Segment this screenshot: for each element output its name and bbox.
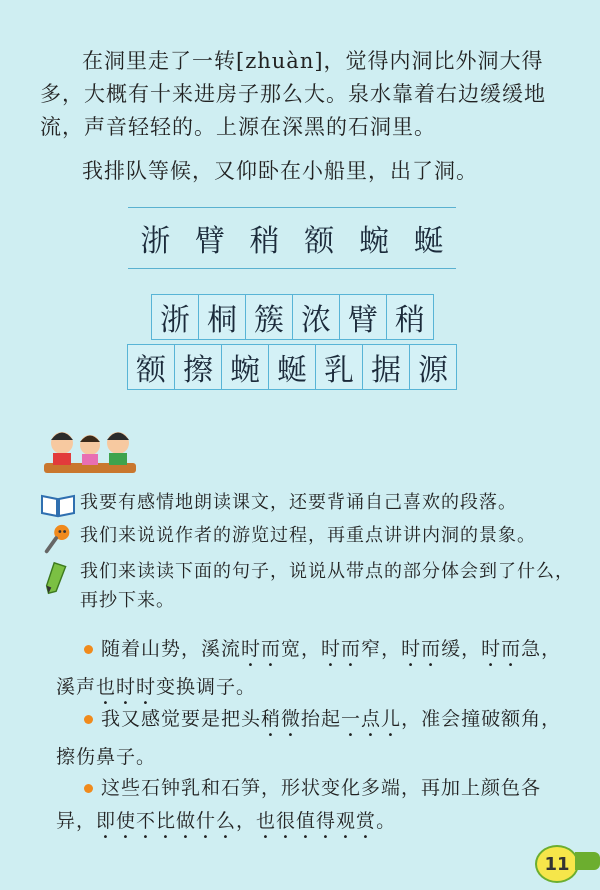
recognize-char: 稍 (386, 294, 434, 340)
recognize-char: 蜿 (221, 344, 269, 390)
passage-paragraph-1: 在洞里走了一转[zhuàn]，觉得内洞比外洞大得多，大概有十来进房子那么大。泉水靠着右边缓缓地流，声音轻轻的。上源在深黑的石洞里。 (40, 49, 546, 139)
sentence-text: 抬起 (301, 708, 342, 730)
sentence-text: ，准会撞破额角，擦伤鼻子。 (56, 708, 562, 768)
write-char: 臂 (194, 224, 225, 259)
sentence-text: 随着山势，溪流 (101, 638, 242, 660)
recognize-char: 擦 (174, 344, 222, 390)
passage-paragraph-2: 我排队等候，又仰卧在小船里，出了洞。 (82, 159, 478, 183)
emphasized-text: 也时时 (96, 676, 157, 698)
sentence-text: 变换调子。 (156, 676, 257, 698)
page-number: 11 (535, 845, 579, 883)
emphasized-text: 稍微 (261, 708, 302, 730)
write-char: 浙 (140, 224, 171, 259)
microphone-icon (40, 523, 76, 557)
sentence-text: 急，溪声 (56, 638, 562, 698)
sentence-text: 窄， (361, 638, 402, 660)
tip-text: 我们来说说作者的游览过程，再重点讲讲内洞的景象。 (80, 525, 536, 546)
passage-2 (40, 155, 580, 188)
bullet-icon (84, 784, 93, 793)
tip-text: 我要有感情地朗读课文，还要背诵自己喜欢的段落。 (80, 492, 517, 513)
emphasized-text: 即使不比做什么 (96, 810, 237, 832)
recognize-char: 乳 (315, 344, 363, 390)
sentence-text: 这些石钟乳和石笋，形状变化多端，再加上颜色各异， (56, 777, 542, 832)
emphasized-text: 时而 (241, 638, 282, 660)
children-reading-illustration (40, 425, 140, 477)
emphasized-text: 也很值得观赏 (256, 810, 377, 832)
sentence-1 (56, 633, 576, 709)
pencil-icon (40, 559, 76, 597)
recognize-char: 蜒 (268, 344, 316, 390)
recognize-char: 簇 (245, 294, 293, 340)
sentence-text: 。 (376, 810, 397, 832)
write-char: 蜿 (358, 224, 389, 259)
sentence-text: 缓， (441, 638, 482, 660)
passage (40, 45, 580, 144)
sentence-3 (56, 772, 576, 843)
recognize-char: 桐 (198, 294, 246, 340)
write-char: 额 (304, 224, 335, 259)
emphasized-text: 时而 (401, 638, 442, 660)
emphasized-text: 一点儿 (341, 708, 402, 730)
bullet-icon (84, 715, 93, 724)
recognize-char: 浙 (151, 294, 199, 340)
write-char: 蜒 (413, 224, 444, 259)
tip-text: 我们来读读下面的句子，说说从带点的部分体会到了什么，再抄下来。 (80, 561, 574, 611)
bullet-icon (84, 645, 93, 654)
sentence-text: 我又感觉要是把头 (101, 708, 262, 730)
book-icon (40, 490, 76, 518)
recognize-grid-row-2 (128, 344, 457, 390)
recognize-char: 臂 (339, 294, 387, 340)
emphasized-text: 时而 (321, 638, 362, 660)
sentence-text: ， (236, 810, 257, 832)
page-tab (575, 852, 600, 870)
sentence-2 (56, 703, 576, 774)
recognize-char: 浓 (292, 294, 340, 340)
sentence-text: 宽， (281, 638, 322, 660)
tip-write (40, 557, 580, 615)
recognize-char: 额 (127, 344, 175, 390)
recognize-char: 源 (409, 344, 457, 390)
tip-read (40, 488, 580, 517)
write-characters (128, 207, 456, 269)
emphasized-text: 时而 (481, 638, 522, 660)
recognize-char: 据 (362, 344, 410, 390)
write-char: 稍 (249, 224, 280, 259)
tip-speak (40, 521, 580, 550)
recognize-grid-row-1 (152, 294, 434, 340)
